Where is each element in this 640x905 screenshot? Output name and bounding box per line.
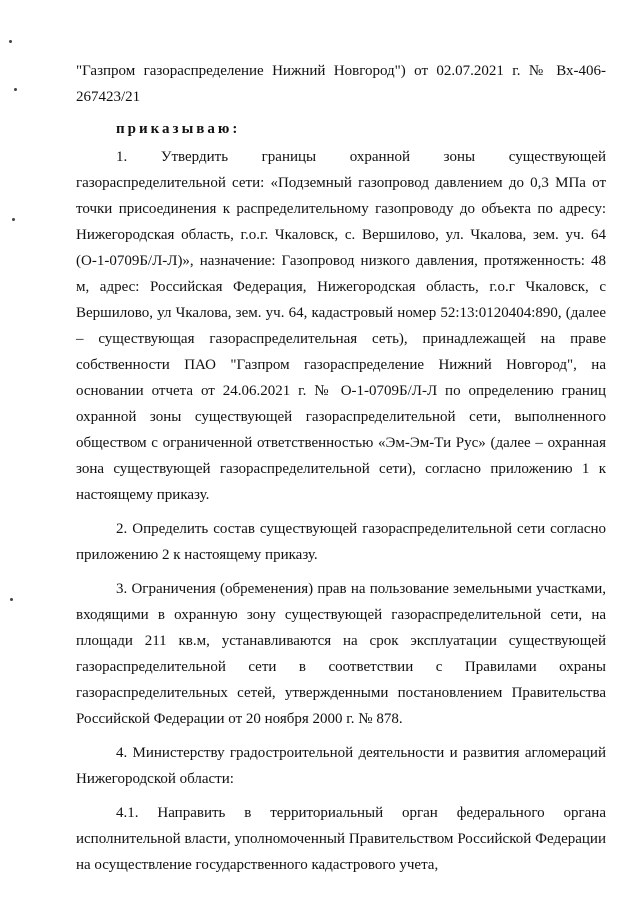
item-1-paragraph: 1. Утвердить границы охранной зоны существующей газораспределительной сети: «Подземный газопровод давлением до 0,3 МПа от точки присоединения к распределительному газопроводу до объекта по адресу: Нижегородская область, г.о.г. Чкаловск, с. Вершилово, ул. Чкалова, зем. уч. 64 (О-1-0709Б/Л-Л)», назначение: Газопровод низкого давления, протяженность: 48 м, адрес: Российская Федерация, Нижегородская область, г.о.г Чкаловск, с Вершилово, ул Чкалова, зем. уч. 64, кадастровый номер 52:13:0120404:890, (далее – существующая газораспределительная сеть), принадлежащей на праве собственности ПАО "Газпром газораспределение Нижний Новгород", на основании отчета от 24.06.2021 г. № О-1-0709Б/Л-Л по определению границ охранной зоны существующей газораспределительной сети, выполненного обществом с ограниченной ответственностью «Эм-Эм-Ти Рус» (далее – охранная зона существующей газораспределительной сети), согласно приложению 1 к настоящему приказу. [76,149,606,503]
scan-speck [12,218,15,221]
item-4-1-paragraph: 4.1. Направить в территориальный орган федерального органа исполнительной власти, уполномоченный Правительством Российской Федерации на осуществление государственного кадастрового учета, [76,805,606,873]
scan-speck [9,40,12,43]
order-word: приказываю: [116,121,241,137]
intro-paragraph: "Газпром газораспределение Нижний Новгород") от 02.07.2021 г. № Вх-406-267423/21 [76,63,606,105]
item-2-paragraph: 2. Определить состав существующей газораспределительной сети согласно приложению 2 к настоящему приказу. [76,521,606,563]
item-3-paragraph: 3. Ограничения (обременения) прав на пользование земельными участками, входящими в охранную зону существующей газораспределительной сети, на площади 211 кв.м, устанавливаются на срок эксплуатации существующей газораспределительной сети в соответствии с Правилами охраны газораспределительных сетей, утвержденными постановлением Правительства Российской Федерации от 20 ноября 2000 г. № 878. [76,581,606,727]
document-body [76,58,606,878]
scan-speck [10,598,13,601]
scan-speck [14,88,17,91]
item-4-paragraph: 4. Министерству градостроительной деятельности и развития агломераций Нижегородской области: [76,745,606,787]
